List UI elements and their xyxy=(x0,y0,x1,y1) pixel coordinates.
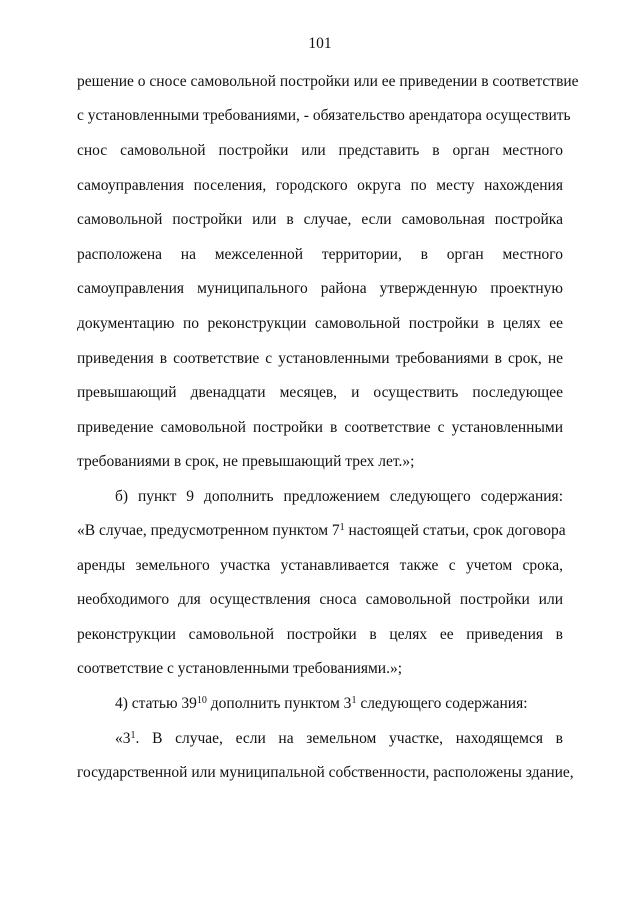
text-line: реконструкции самовольной постройки в целях ее приведения в xyxy=(77,626,563,643)
text-line: с установленными требованиями, - обязательство арендатора осуществить xyxy=(77,107,571,124)
superscript: 1 xyxy=(339,522,345,533)
text-line: требованиями в срок, не превышающий трех лет.»; xyxy=(77,453,415,470)
text-line: самоуправления поселения, городского округа по месту нахождения xyxy=(77,177,563,194)
text-line: б) пункт 9 дополнить предложением следующего содержания: xyxy=(115,488,563,505)
text-line: расположена на межселенной территории, в орган местного xyxy=(77,246,563,263)
text-line: «$3^1$. В случае, если на земельном участке, находящемся в xyxy=(115,730,563,747)
text-line: решение о сносе самовольной постройки или ее приведении в соответствие xyxy=(77,73,579,90)
text-line: «В случае, предусмотренном пунктом $7^1$ настоящей статьи, срок договора xyxy=(77,522,566,539)
superscript: 10 xyxy=(196,695,207,706)
page-number: 101 xyxy=(308,35,332,52)
superscript: 1 xyxy=(351,695,357,706)
superscript: 1 xyxy=(130,730,136,741)
text-line: снос самовольной постройки или представить в орган местного xyxy=(77,142,563,159)
text-line: государственной или муниципальной собственности, расположены здание, xyxy=(77,764,574,781)
text-line: приведения в соответствие с установленными требованиями в срок, не xyxy=(77,350,563,367)
text-line: документацию по реконструкции самовольной постройки в целях ее xyxy=(77,315,563,332)
text-line: 4) статью $39^{10}$ дополнить пунктом $3^1$ следующего содержания: xyxy=(115,695,528,712)
text-line: соответствие с установленными требованиями.»; xyxy=(77,660,403,677)
text-line: самоуправления муниципального района утвержденную проектную xyxy=(77,280,563,297)
text-line: самовольной постройки или в случае, если самовольная постройка xyxy=(77,211,563,228)
text-line: аренды земельного участка устанавливается также с учетом срока, xyxy=(77,557,563,574)
text-line: приведение самовольной постройки в соответствие с установленными xyxy=(77,419,563,436)
text-line: превышающий двенадцати месяцев, и осуществить последующее xyxy=(77,384,563,401)
text-line: необходимого для осуществления сноса самовольной постройки или xyxy=(77,591,563,608)
